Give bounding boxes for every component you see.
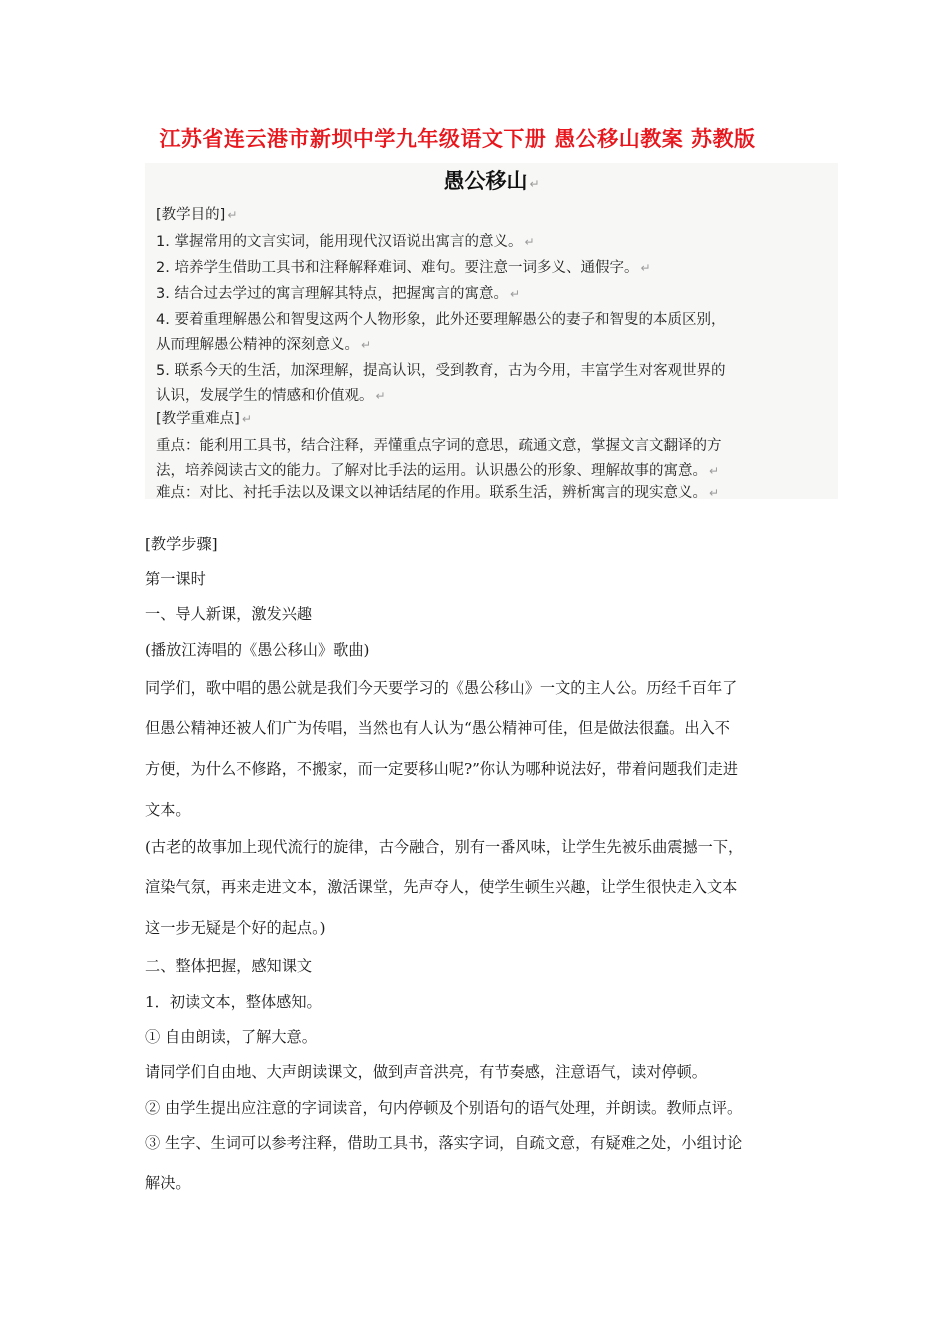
scan-line-text: 法，培养阅读古文的能力。了解对比手法的运用。认识愚公的形象、理解故事的寓意。 xyxy=(156,463,707,479)
scan-line xyxy=(156,434,836,455)
scan-line-text: 3. 结合过去学过的寓言理解其特点，把握寓言的寓意。 xyxy=(156,286,508,302)
scan-line-text: 重点：能利用工具书，结合注释，弄懂重点字词的意思，疏通文意，掌握文言文翻译的方 xyxy=(156,438,722,454)
scan-line-text: 难点：对比、衬托手法以及课文以神话结尾的作用。联系生活，辨析寓言的现实意义。 xyxy=(156,485,707,501)
body-line: 同学们，歌中唱的愚公就是我们今天要学习的《愚公移山》一文的主人公。历经千百年了 xyxy=(145,679,738,697)
scan-line xyxy=(156,203,836,224)
scan-line xyxy=(156,230,836,251)
paragraph-mark-icon: ↵ xyxy=(241,412,252,426)
body-line: ① 自由朗读，了解大意。 xyxy=(145,1028,317,1046)
scan-line xyxy=(156,481,836,502)
body-line: 这一步无疑是个好的起点。) xyxy=(145,919,326,937)
scan-line xyxy=(156,282,836,303)
scanned-objectives-image xyxy=(145,163,838,499)
body-line: 渲染气氛，再来走进文本，激活课堂，先声夺人，使学生顿生兴趣，让学生很快走入文本 xyxy=(145,878,738,896)
scan-line-text: [教学目的] xyxy=(156,207,226,223)
paragraph-mark-icon: ↵ xyxy=(709,464,720,478)
lesson-heading: 第一课时 xyxy=(145,570,206,588)
scan-line-text: 5. 联系今天的生活，加深理解，提高认识，受到教育，古为今用，丰富学生对客观世界的 xyxy=(156,363,726,379)
paragraph-mark-icon: ↵ xyxy=(524,235,535,249)
body-line: 请同学们自由地、大声朗读课文，做到声音洪亮，有节奏感，注意语气，读对停顿。 xyxy=(145,1063,707,1081)
body-line: (播放江涛唱的《愚公移山》歌曲) xyxy=(145,641,370,659)
scan-line xyxy=(156,359,836,380)
body-line: ② 由学生提出应注意的字词读音，句内停顿及个别语句的语气处理，并朗读。教师点评。 xyxy=(145,1099,743,1117)
paragraph-mark-icon: ↵ xyxy=(640,261,651,275)
step-heading: 二、整体把握，感知课文 xyxy=(145,957,313,975)
scan-line xyxy=(156,384,836,405)
scan-line xyxy=(156,256,836,277)
paragraph-mark-icon: ↵ xyxy=(709,486,720,500)
scan-line-text: 认识，发展学生的情感和价值观。 xyxy=(156,388,374,404)
section-heading: [教学步骤] xyxy=(145,535,218,553)
paragraph-mark-icon: ↵ xyxy=(529,177,540,191)
paragraph-mark-icon: ↵ xyxy=(361,338,372,352)
scan-line-text: 1. 掌握常用的文言实词，能用现代汉语说出寓言的意义。 xyxy=(156,234,523,250)
body-line: (古老的故事加上现代流行的旋律，古今融合，别有一番风味，让学生先被乐曲震撼一下， xyxy=(145,838,744,856)
body-line: 但愚公精神还被人们广为传唱，当然也有人认为“愚公精神可佳，但是做法很蠢。出入不 xyxy=(145,719,730,737)
body-line: 1．初读文本，整体感知。 xyxy=(145,993,322,1011)
body-line: ③ 生字、生词可以参考注释，借助工具书，落实字词，自疏文意，有疑难之处，小组讨论 xyxy=(145,1134,743,1152)
body-line: 解决。 xyxy=(145,1174,191,1192)
scan-line xyxy=(156,308,836,329)
paragraph-mark-icon: ↵ xyxy=(227,208,238,222)
scan-line-text: 2. 培养学生借助工具书和注释解释难词、难句。要注意一词多义、通假字。 xyxy=(156,260,639,276)
scan-line-text: [教学重难点] xyxy=(156,411,240,427)
body-line: 文本。 xyxy=(145,801,191,819)
scan-line xyxy=(156,333,836,354)
body-line: 方便，为什么不修路，不搬家，而一定要移山呢?”你认为哪种说法好，带着问题我们走进 xyxy=(145,760,739,778)
scan-line xyxy=(156,407,836,428)
scan-line xyxy=(156,459,836,480)
scan-heading-text: 愚公移山 xyxy=(443,169,528,193)
paragraph-mark-icon: ↵ xyxy=(375,389,386,403)
scan-line-text: 4. 要着重理解愚公和智叟这两个人物形象，此外还要理解愚公的妻子和智叟的本质区别， xyxy=(156,312,726,328)
scan-line-text: 从而理解愚公精神的深刻意义。 xyxy=(156,337,359,353)
paragraph-mark-icon: ↵ xyxy=(509,287,521,301)
step-heading: 一、导人新课，激发兴趣 xyxy=(145,605,313,623)
document-title: 江苏省连云港市新坝中学九年级语文下册 愚公移山教案 苏教版 xyxy=(159,127,756,151)
scan-heading xyxy=(145,165,838,195)
